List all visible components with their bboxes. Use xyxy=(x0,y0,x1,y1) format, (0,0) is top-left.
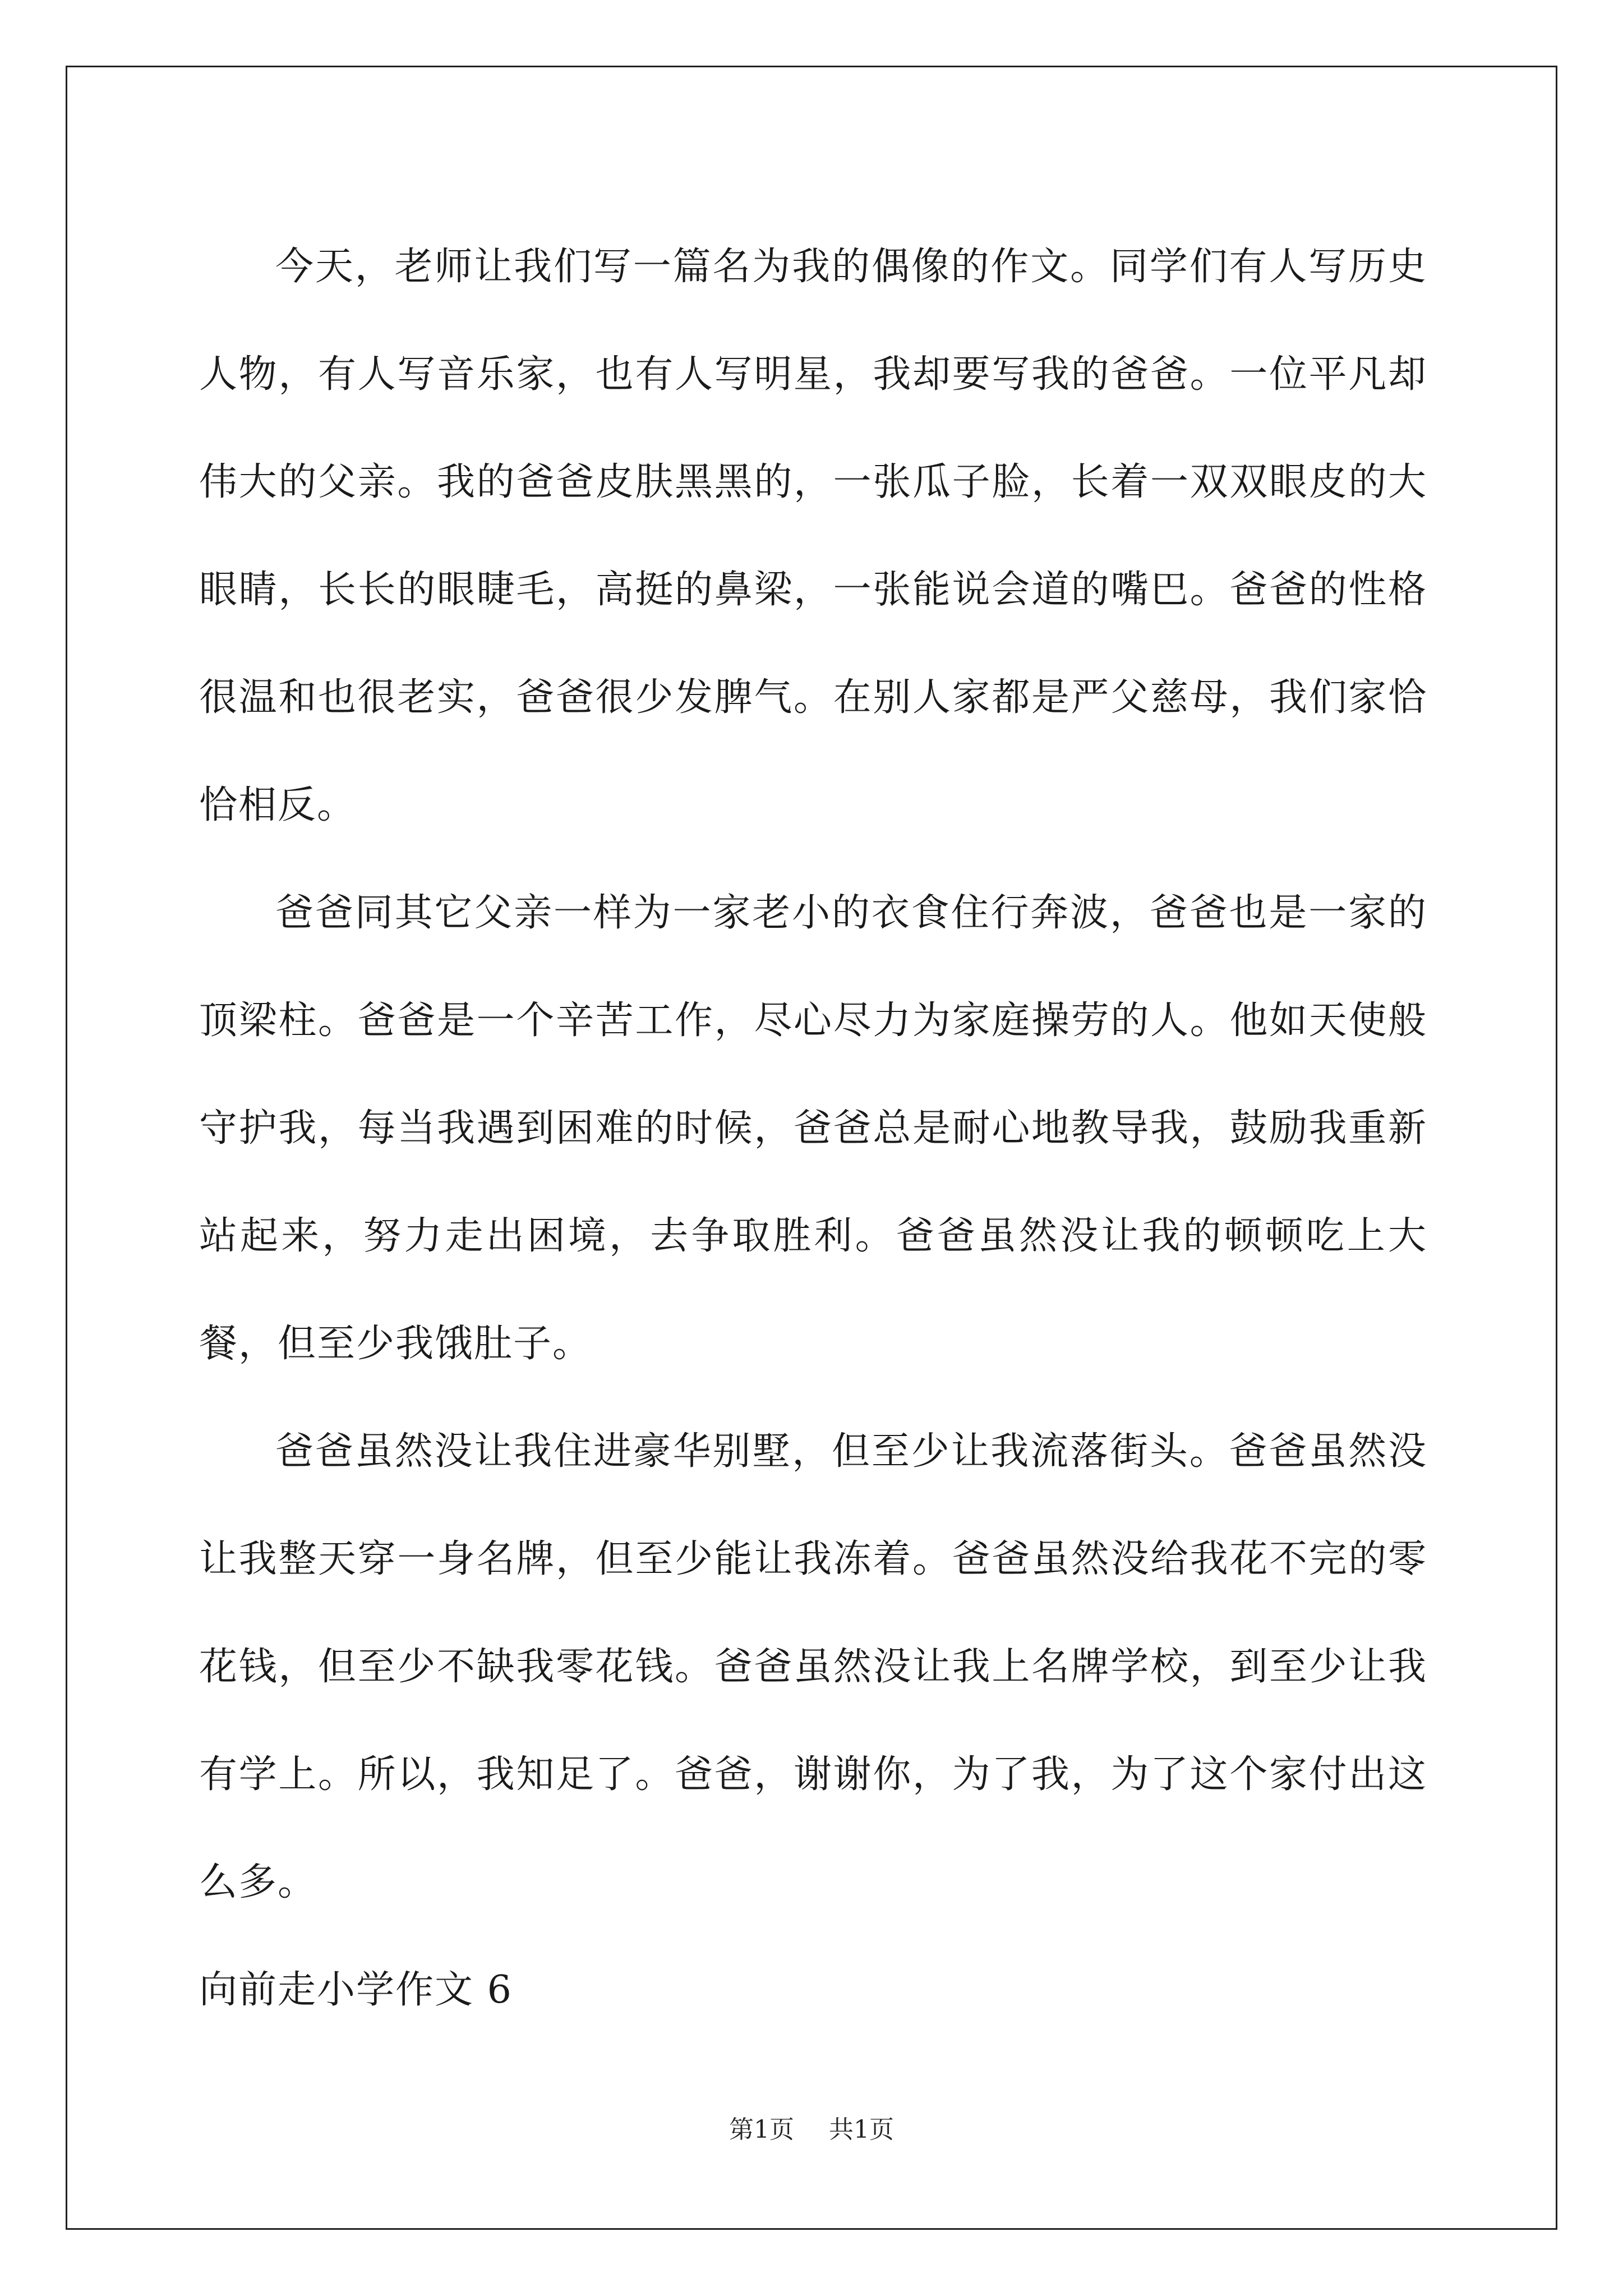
page-footer xyxy=(0,2109,1623,2145)
paragraph-2: 爸爸同其它父亲一样为一家老小的衣食住行奔波，爸爸也是一家的顶梁柱。爸爸是一个辛苦工作，尽心尽力为家庭操劳的人。他如天使般守护我，每当我遇到困难的时候，爸爸总是耐心地教导我，鼓励我重新站起来，努力走出困境，去争取胜利。爸爸虽然没让我的顿顿吃上大餐，但至少我饿肚子。 xyxy=(199,891,1427,1366)
paragraph-1: 今天，老师让我们写一篇名为我的偶像的作文。同学们有人写历史人物，有人写音乐家，也有人写明星，我却要写我的爸爸。一位平凡却伟大的父亲。我的爸爸皮肤黑黑的，一张瓜子脸，长着一双双眼皮的大眼睛，长长的眼睫毛，高挺的鼻梁，一张能说会道的嘴巴。爸爸的性格很温和也很老实，爸爸很少发脾气。在别人家都是严父慈母，我们家恰恰相反。 xyxy=(199,245,1427,827)
page-number-current: 第1页 xyxy=(729,2115,794,2144)
paragraph-3: 爸爸虽然没让我住进豪华别墅，但至少让我流落街头。爸爸虽然没让我整天穿一身名牌，但至少能让我冻着。爸爸虽然没给我花不完的零花钱，但至少不缺我零花钱。爸爸虽然没让我上名牌学校，到至少让我有学上。所以，我知足了。爸爸，谢谢你，为了我，为了这个家付出这么多。 xyxy=(199,1429,1427,1904)
document-body xyxy=(199,213,1427,2044)
next-essay-heading: 向前走小学作文 6 xyxy=(199,1968,513,2012)
page-number-total: 共1页 xyxy=(829,2115,894,2144)
